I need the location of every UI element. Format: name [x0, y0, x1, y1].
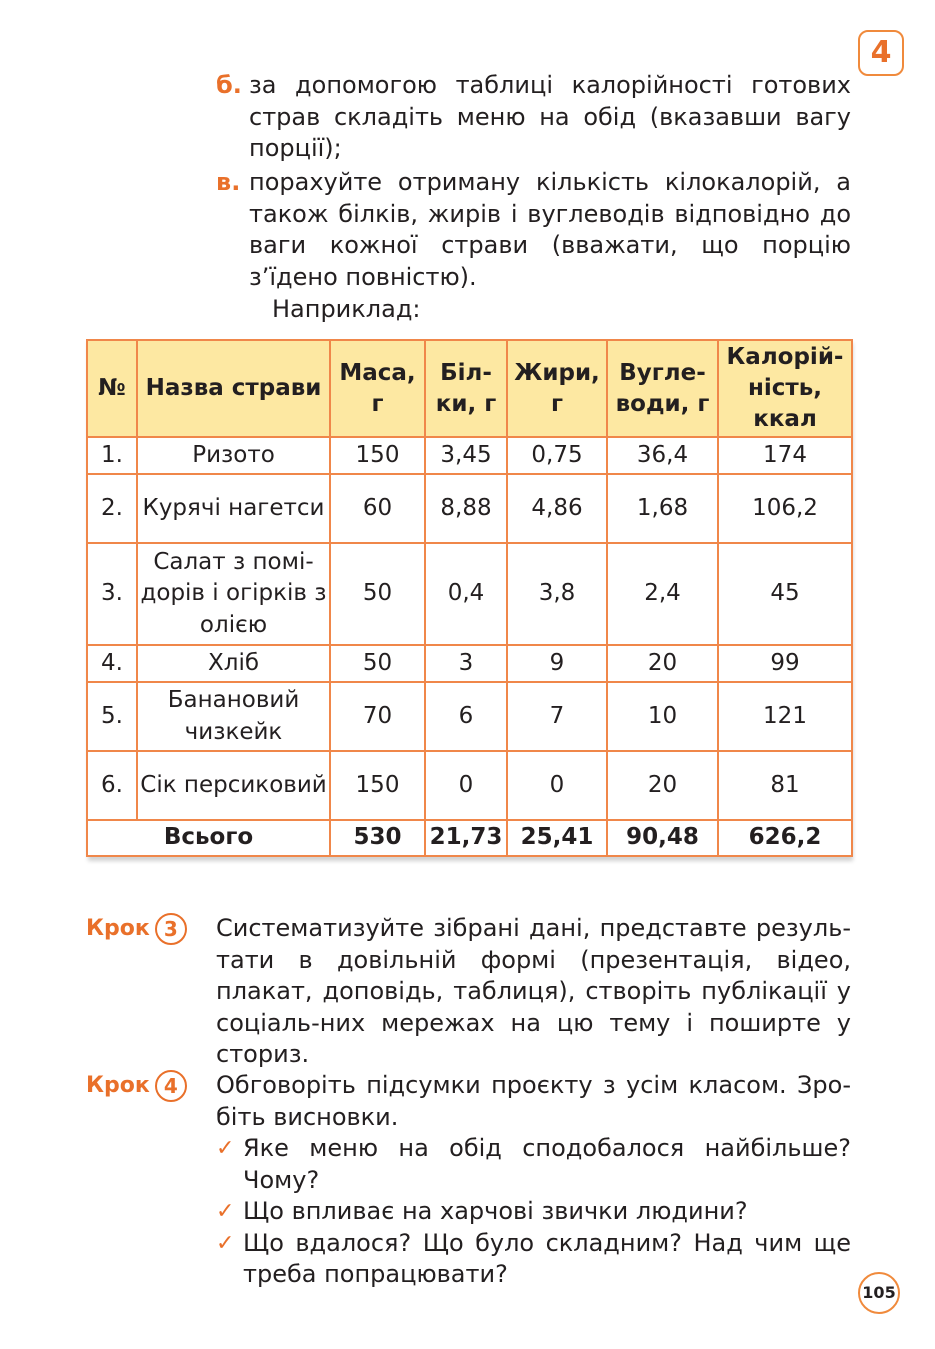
cell-number: 1.	[87, 437, 137, 474]
cell-dish-name: Ризото	[137, 437, 330, 474]
cell-dish-name: Салат з помі-дорів і огірків з олією	[137, 543, 330, 645]
table-row	[87, 751, 852, 820]
header-protein: Біл-ки, г	[425, 340, 507, 437]
cell-protein: 3	[425, 645, 507, 682]
header-dish-name: Назва страви	[137, 340, 330, 437]
cell-mass: 50	[330, 543, 425, 645]
cell-total-fat: 25,41	[507, 820, 607, 856]
step-word: Крок	[86, 1073, 150, 1098]
cell-fat: 7	[507, 682, 607, 751]
cell-dish-name: Банановий чизкейк	[137, 682, 330, 751]
checkmark-icon: ✓	[216, 1136, 235, 1161]
table-row	[87, 682, 852, 751]
step-number-badge: 3	[155, 913, 187, 945]
cell-calories: 106,2	[718, 474, 852, 543]
intro-item-b	[216, 70, 851, 165]
step-word: Крок	[86, 916, 150, 941]
header-calories: Калорій-ність, ккал	[718, 340, 852, 437]
cell-mass: 70	[330, 682, 425, 751]
cell-fat: 9	[507, 645, 607, 682]
step-4-text: Обговоріть підсумки проєкту з усім класом. Зро-біть висновки.	[216, 1071, 851, 1131]
cell-mass: 150	[330, 751, 425, 820]
list-item	[216, 1196, 851, 1228]
intro-item-text: порахуйте отриману кількість кілокалорій, а також білків, жирів і вуглеводів відповідно до ваги кожної страви (вважати, що порцію з’їдено повністю).	[249, 168, 851, 291]
cell-fat: 0	[507, 751, 607, 820]
table-row	[87, 437, 852, 474]
cell-mass: 60	[330, 474, 425, 543]
step-4-label	[86, 1070, 187, 1102]
intro-item-text: за допомогою таблиці калорійності готових страв складіть меню на обід (вказавши вагу порції);	[249, 71, 851, 162]
list-item-text: Що вдалося? Що було складним? Над чим ще треба попрацювати?	[243, 1228, 851, 1288]
cell-carbs: 20	[607, 751, 718, 820]
cell-fat: 4,86	[507, 474, 607, 543]
table-row	[87, 474, 852, 543]
cell-calories: 174	[718, 437, 852, 474]
header-fat: Жири, г	[507, 340, 607, 437]
list-item-text: Яке меню на обід сподобалося найбільше? Чому?	[243, 1134, 851, 1194]
cell-number: 3.	[87, 543, 137, 645]
cell-protein: 0	[425, 751, 507, 820]
cell-total-protein: 21,73	[425, 820, 507, 856]
cell-calories: 81	[718, 751, 852, 820]
chapter-badge: 4	[858, 30, 904, 76]
cell-total-carbs: 90,48	[607, 820, 718, 856]
cell-carbs: 36,4	[607, 437, 718, 474]
step-number-badge: 4	[155, 1070, 187, 1102]
list-item	[216, 1133, 851, 1196]
table-header-row	[87, 340, 852, 437]
list-item	[216, 1228, 851, 1291]
cell-number: 5.	[87, 682, 137, 751]
cell-protein: 0,4	[425, 543, 507, 645]
cell-mass: 50	[330, 645, 425, 682]
cell-protein: 3,45	[425, 437, 507, 474]
cell-number: 2.	[87, 474, 137, 543]
step-3-label	[86, 913, 187, 945]
reflection-checklist	[216, 1133, 851, 1291]
cell-calories: 121	[718, 682, 852, 751]
intro-item-letter: в.	[216, 168, 241, 196]
example-label: Наприклад:	[272, 295, 421, 323]
intro-item-v	[216, 167, 851, 293]
cell-dish-name: Сік персиковий	[137, 751, 330, 820]
page-number: 105	[858, 1272, 900, 1314]
step-3-text: Систематизуйте зібрані дані, представте резуль-тати в довільній формі (презентація, відео, плакат, доповідь, таблиця), створіть публікації у соціаль-них мережах на цю тему і поширте у сториз.	[216, 914, 851, 1068]
checkmark-icon: ✓	[216, 1199, 235, 1224]
cell-dish-name: Хліб	[137, 645, 330, 682]
nutrition-table	[86, 339, 851, 857]
cell-number: 6.	[87, 751, 137, 820]
cell-carbs: 2,4	[607, 543, 718, 645]
cell-protein: 8,88	[425, 474, 507, 543]
table-total-row	[87, 820, 852, 856]
cell-total-calories: 626,2	[718, 820, 852, 856]
header-number: №	[87, 340, 137, 437]
cell-carbs: 10	[607, 682, 718, 751]
cell-protein: 6	[425, 682, 507, 751]
cell-calories: 99	[718, 645, 852, 682]
header-mass: Маса, г	[330, 340, 425, 437]
cell-fat: 0,75	[507, 437, 607, 474]
cell-number: 4.	[87, 645, 137, 682]
cell-carbs: 1,68	[607, 474, 718, 543]
table-row	[87, 645, 852, 682]
intro-item-letter: б.	[216, 71, 242, 99]
cell-total-label: Всього	[87, 820, 330, 856]
cell-fat: 3,8	[507, 543, 607, 645]
checkmark-icon: ✓	[216, 1230, 235, 1256]
table-row	[87, 543, 852, 645]
cell-dish-name: Курячі нагетси	[137, 474, 330, 543]
list-item-text: Що впливає на харчові звички людини?	[243, 1197, 748, 1225]
cell-carbs: 20	[607, 645, 718, 682]
cell-mass: 150	[330, 437, 425, 474]
cell-total-mass: 530	[330, 820, 425, 856]
cell-calories: 45	[718, 543, 852, 645]
header-carbs: Вугле-води, г	[607, 340, 718, 437]
